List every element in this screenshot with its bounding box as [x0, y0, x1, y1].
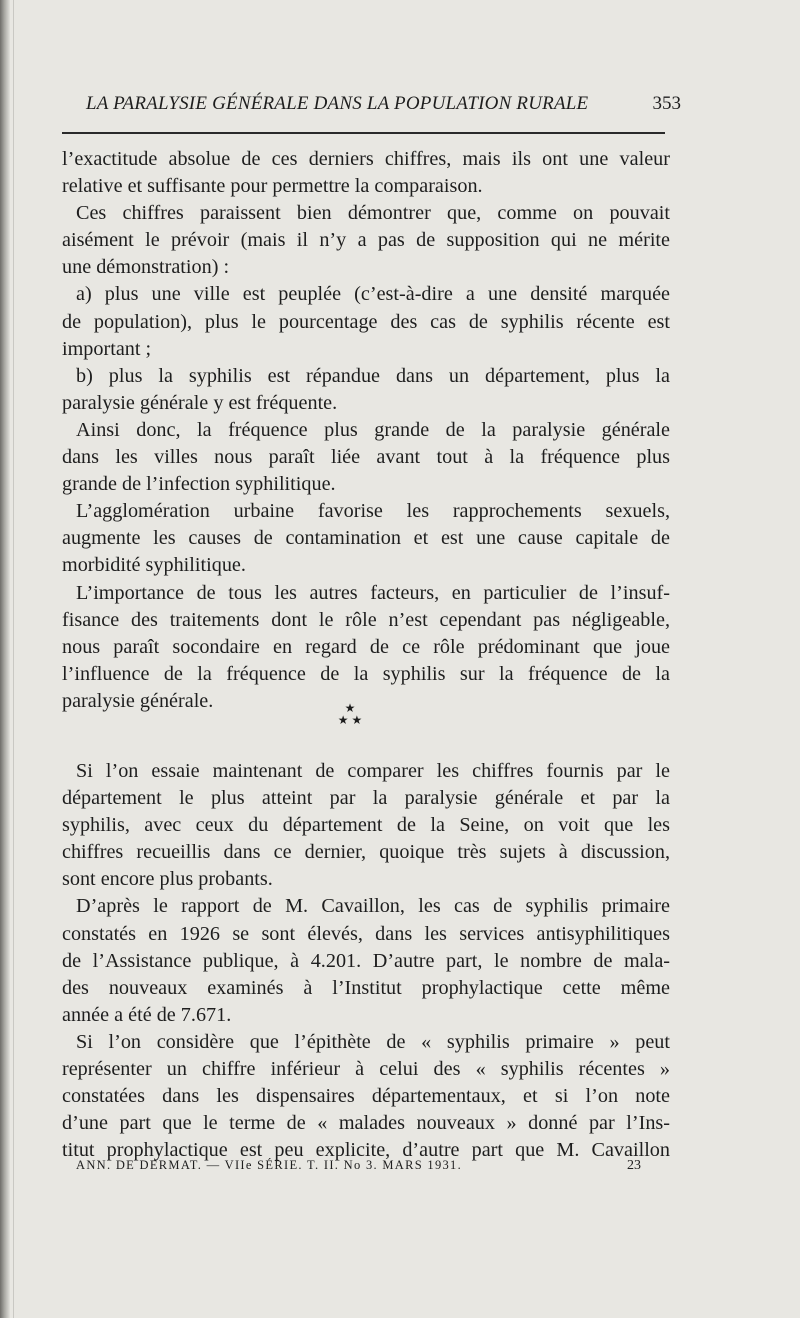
- text-line: constatés en 1926 se sont élevés, dans les services antisyphilitiques: [62, 922, 670, 945]
- journal-citation: ANN. DE DERMAT. — VIIe SÉRIE. T. II. No 3. MARS 1931.: [76, 1158, 463, 1172]
- text-line: syphilis, avec ceux du département de la Seine, on voit que les: [62, 814, 670, 837]
- signature-mark: 23: [627, 1158, 641, 1173]
- text-line: l’influence de la fréquence de la syphilis sur la fréquence de la: [62, 662, 670, 685]
- text-line: département le plus atteint par la paralysie générale et par la: [62, 787, 670, 810]
- text-line: augmente les causes de contamination et est une cause capitale de: [62, 527, 670, 550]
- text-line: d’une part que le terme de « malades nouveaux » donné par l’Ins-: [62, 1112, 670, 1135]
- page-number: 353: [652, 93, 681, 114]
- text-line: L’agglomération urbaine favorise les rapprochements sexuels,: [76, 500, 670, 523]
- text-line: une démonstration) :: [62, 256, 230, 279]
- text-line: Si l’on considère que l’épithète de « syphilis primaire » peut: [76, 1030, 670, 1053]
- text-line: titut prophylactique est peu explicite, d’autre part que M. Cavaillon: [62, 1139, 670, 1162]
- text-line: de population), plus le pourcentage des cas de syphilis récente est: [62, 310, 670, 333]
- text-block-2: [62, 758, 670, 1164]
- text-line: sont encore plus probants.: [62, 868, 273, 891]
- text-line: fisance des traitements dont le rôle n’est cependant pas négligeable,: [62, 608, 670, 631]
- asterism-bottom: ★ ★: [337, 713, 363, 727]
- running-title: LA PARALYSIE GÉNÉRALE DANS LA POPULATION RURALE: [86, 93, 589, 114]
- page-edge-line: [13, 0, 14, 1318]
- text-block-1: [62, 146, 670, 715]
- text-line: paralysie générale y est fréquente.: [62, 391, 338, 414]
- text-line: des nouveaux examinés à l’Institut prophylactique cette même: [62, 976, 670, 999]
- text-line: année a été de 7.671.: [62, 1003, 232, 1026]
- header-rule: [62, 132, 665, 134]
- text-line: D’après le rapport de M. Cavaillon, les cas de syphilis primaire: [76, 895, 670, 918]
- page-footer: [76, 1158, 641, 1178]
- text-line: dans les villes nous paraît liée avant tout à la fréquence plus: [62, 446, 670, 469]
- text-line: constatées dans les dispensaires départementaux, et si l’on note: [62, 1085, 670, 1108]
- text-line: chiffres recueillis dans ce dernier, quoique très sujets à discussion,: [62, 841, 670, 864]
- text-line: représenter un chiffre inférieur à celui des « syphilis récentes »: [62, 1058, 670, 1081]
- text-line: nous paraît socondaire en regard de ce rôle prédominant que joue: [62, 635, 670, 658]
- text-line: aisément le prévoir (mais il n’y a pas de supposition qui ne mérite: [62, 229, 670, 252]
- text-line: Ces chiffres paraissent bien démontrer que, comme on pouvait: [76, 202, 670, 225]
- text-line: paralysie générale.: [62, 689, 214, 712]
- text-line: Si l’on essaie maintenant de comparer les chiffres fournis par le: [76, 760, 670, 782]
- running-header: [86, 93, 681, 119]
- text-line: L’importance de tous les autres facteurs, en particulier de l’insuf-: [76, 581, 670, 604]
- text-line: relative et suffisante pour permettre la comparaison.: [62, 175, 483, 198]
- asterism-top: ★: [344, 701, 356, 715]
- page-edge: [0, 0, 10, 1318]
- text-line: de l’Assistance publique, à 4.201. D’autre part, le nombre de mala-: [62, 949, 670, 972]
- text-line: grande de l’infection syphilitique.: [62, 473, 336, 496]
- text-line: important ;: [62, 337, 152, 360]
- text-line: l’exactitude absolue de ces derniers chiffres, mais ils ont une valeur: [62, 148, 670, 170]
- text-line: morbidité syphilitique.: [62, 554, 246, 577]
- section-separator-asterism: [330, 702, 370, 732]
- text-line: Ainsi donc, la fréquence plus grande de la paralysie générale: [76, 418, 670, 441]
- text-line: b) plus la syphilis est répandue dans un département, plus la: [76, 364, 670, 387]
- text-line: a) plus une ville est peuplée (c’est-à-dire a une densité marquée: [76, 283, 670, 306]
